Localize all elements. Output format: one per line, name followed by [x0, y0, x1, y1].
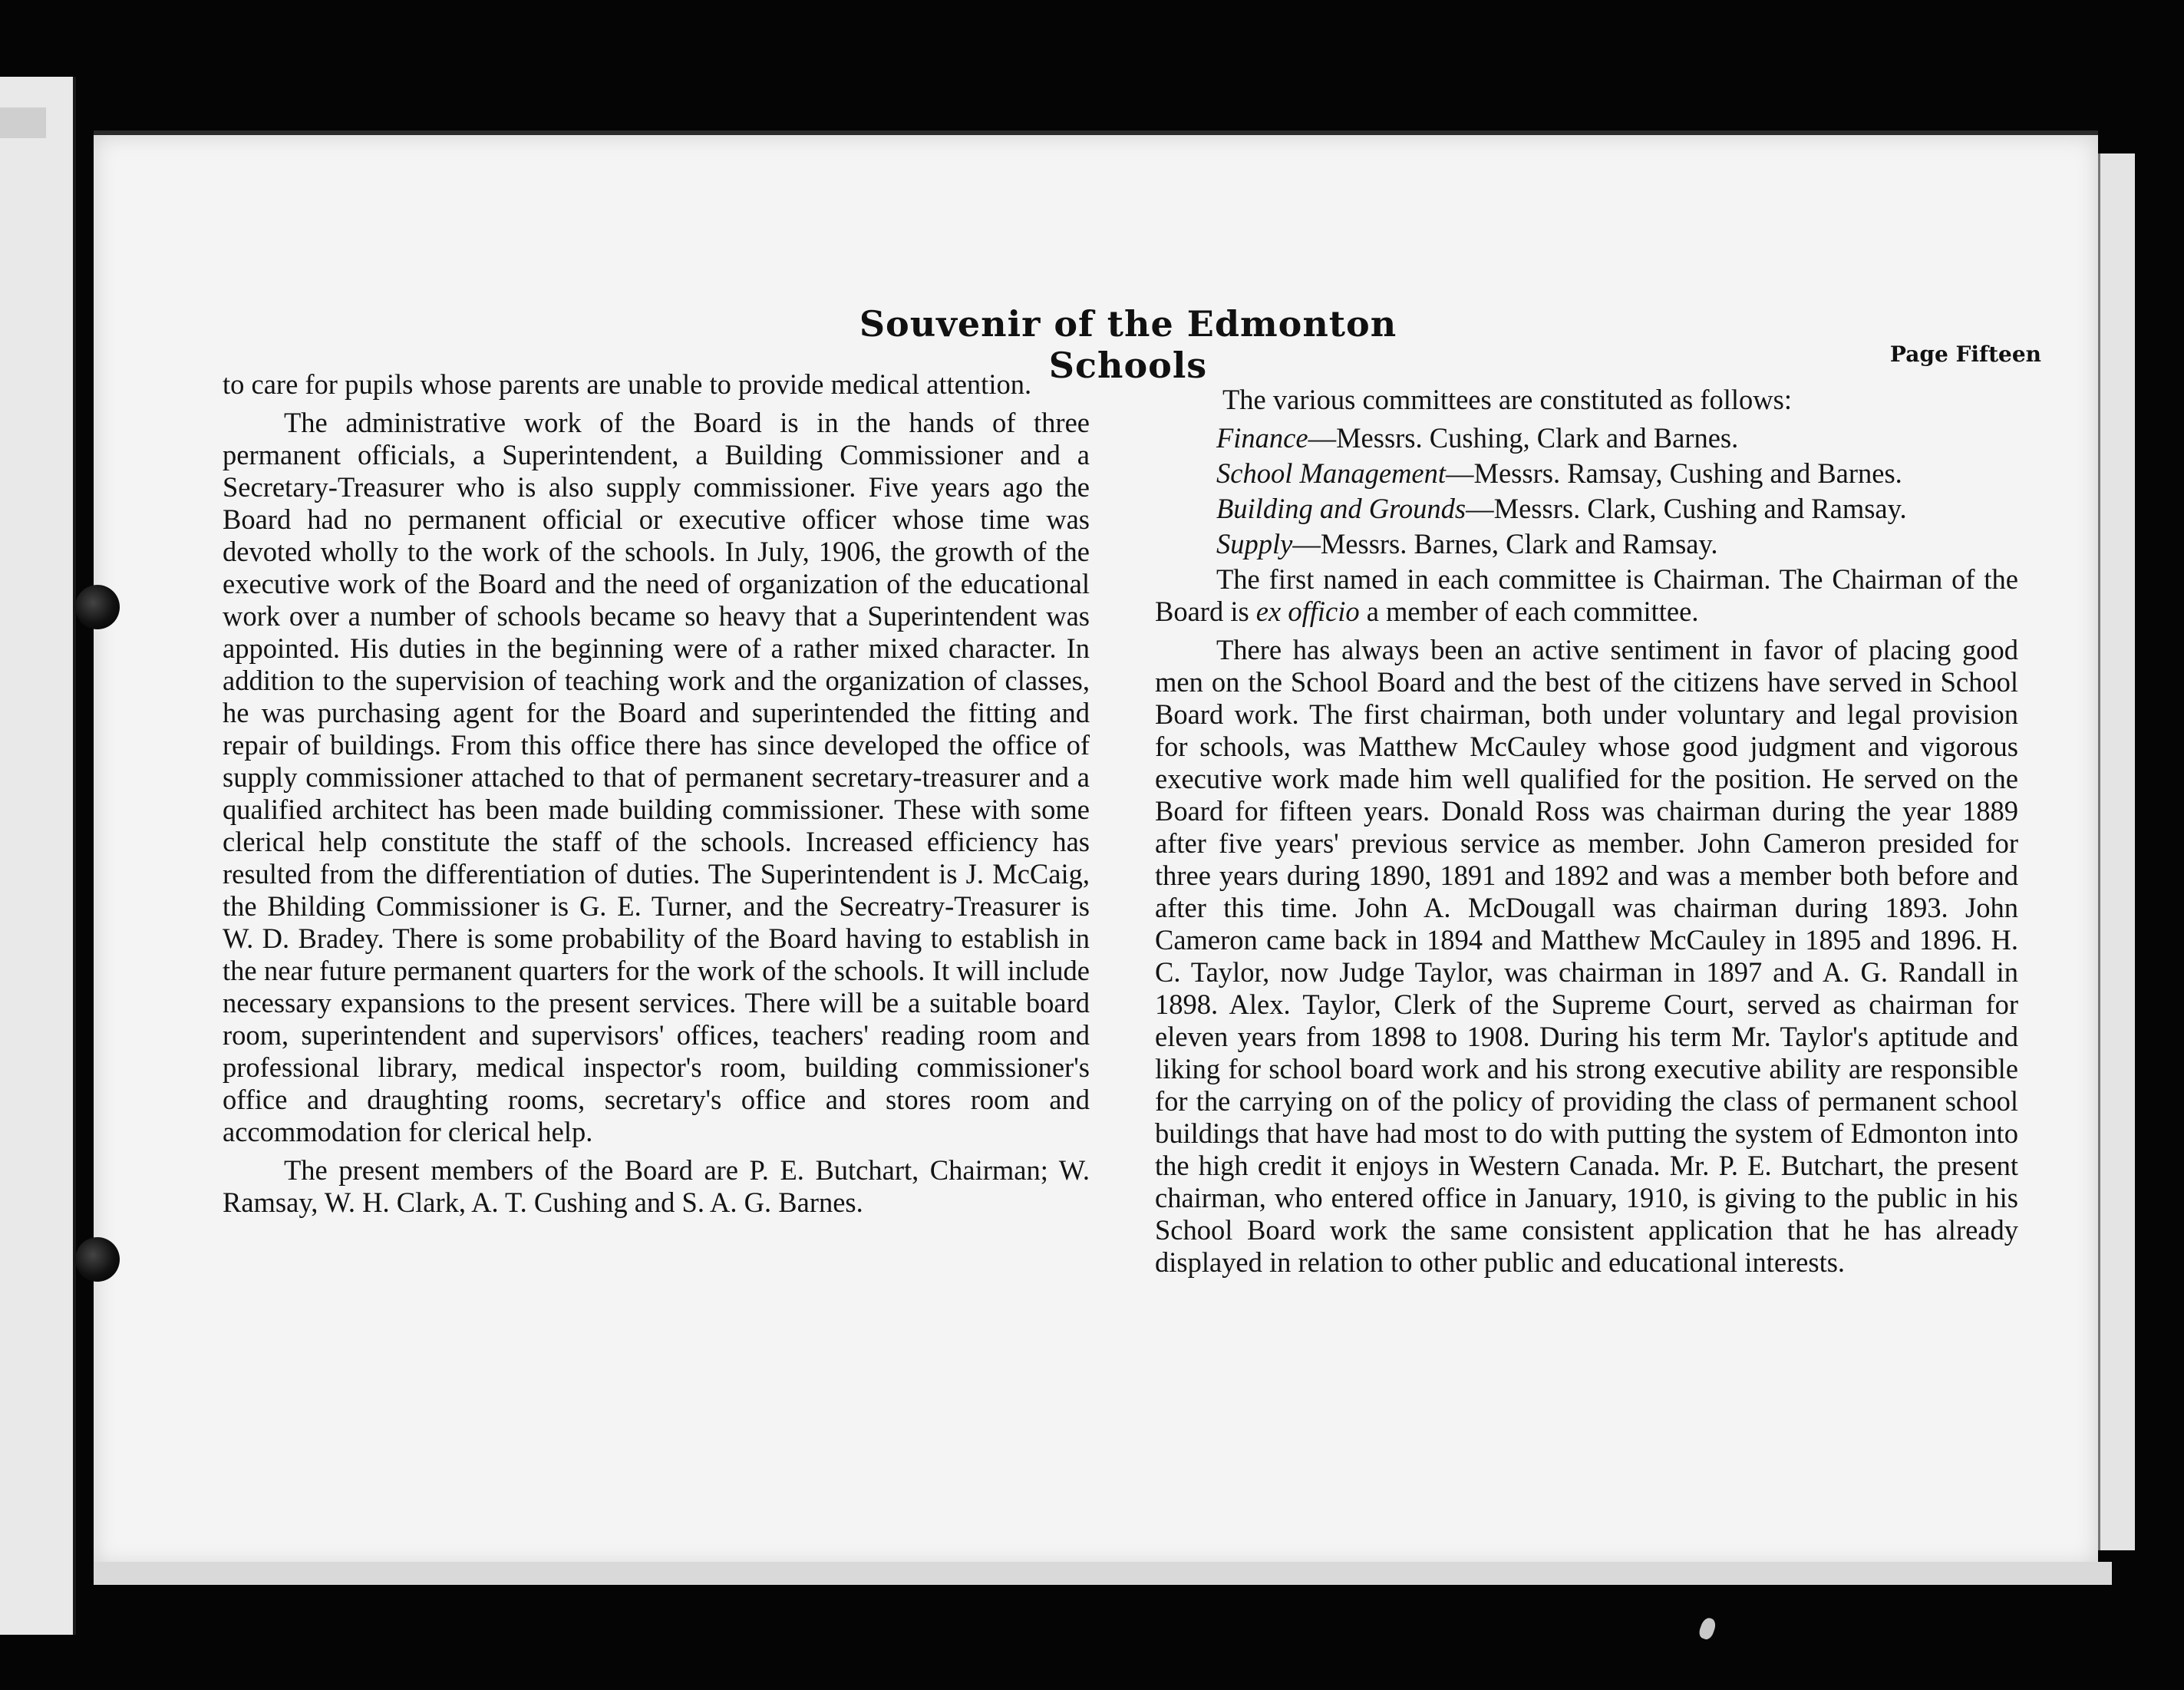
- right-column: [1155, 384, 2018, 1285]
- paper-blemish: [1697, 1616, 1717, 1641]
- paragraph: to care for pupils whose parents are unable to provide medical attention.: [223, 368, 1032, 400]
- page-bottom-edge: [94, 1562, 2112, 1585]
- board-history-paragraph: There has always been an active sentiment in favor of placing good men on the School Board and the best of the citizens have served in School Board work. The first chairman, both under voluntary and legal provision for schools, was Matthew McCauley whose good judgment and vigorous executive work made him well qualified for the position. He served on the Board for fifteen years. Donald Ross was chairman during the year 1889 after five years' previous service as member. John Cameron presided for three years during 1890, 1891 and 1892 and was a member both before and after this time. John A. McDougall was chairman during 1893. John Cameron came back in 1894 and Matthew McCauley in 1895 and 1896. H. C. Taylor, now Judge Taylor, was chairman in 1897 and A. G. Randall in 1898. Alex. Taylor, Clerk of the Supreme Court, served as chairman for eleven years from 1898 to 1908. During his term Mr. Taylor's aptitude and liking for school board work and his strong executive ability are responsible for the carrying on of the policy of providing the class of permanent school buildings that have had most to do with putting the system of Edmonton into the high credit it enjoys in Western Canada. Mr. P. E. Butchart, the present chairman, who entered office in January, 1910, is giving to the public in his School Board work the same consistent application that he has already displayed in relation to other public and educational interests.: [1155, 634, 2018, 1278]
- chairman-note-text: The first named in each committee is Chairman. The Chairman of the Board is: [1155, 563, 2018, 627]
- left-column: [223, 368, 1090, 1225]
- committee-name: Finance: [1216, 422, 1308, 454]
- committee-entry: [1155, 422, 2018, 454]
- committee-entry: [1155, 493, 2018, 525]
- binding-hole: [75, 1237, 120, 1282]
- page-stack-edge: [2098, 153, 2135, 1550]
- committee-name: Building and Grounds: [1216, 493, 1466, 524]
- committee-name: School Management: [1216, 457, 1447, 489]
- chairman-note: [1155, 563, 2018, 628]
- binding-hole: [75, 585, 120, 629]
- facing-page-edge: [0, 77, 76, 1635]
- committee-members: —Messrs. Ramsay, Cushing and Barnes.: [1446, 457, 1902, 489]
- committee-entry: [1155, 457, 2018, 490]
- chairman-note-text: a member of each committee.: [1359, 596, 1699, 627]
- ex-officio-term: ex officio: [1255, 596, 1360, 627]
- paragraph: The present members of the Board are P. E. Butchart, Chairman; W. Ramsay, W. H. Clark, A. T. Cushing and S. A. G. Barnes.: [223, 1154, 1090, 1218]
- paragraph: The administrative work of the Board is in the hands of three permanent officials, a Superintendent, a Building Commissioner and a Secretary-Treasurer who is also supply commissioner. Five years ago the Board had no permanent official or executive officer whose time was devoted wholly to the work of the schools. In July, 1906, the growth of the executive work of the Board and the need of organization of the educational work over a number of schools became so heavy that a Superintendent was appointed. His duties in the beginning were of a rather mixed character. In addition to the supervision of teaching work and the organization of classes, he was purchasing agent for the Board and superintended the fitting and repair of buildings. From this office there has since developed the office of supply commissioner attached to that of permanent secretary-treasurer and a qualified architect has been made building commissioner. These with some clerical help constitute the staff of the schools. Increased efficiency has resulted from the differentiation of duties. The Superintendent is J. McCaig, the Bhilding Commissioner is G. E. Turner, and the Secreatry-Treasurer is W. D. Bradey. There is some probability of the Board having to establish in the near future permanent quarters for the work of the schools. It will include necessary expansions to the present services. There will be a suitable board room, superintendent and supervisors' offices, teachers' reading room and professional library, medical inspector's room, building commissioner's office and draughting rooms, secretary's office and stores room and accommodation for clerical help.: [223, 407, 1090, 1147]
- committees-intro: The various committees are constituted as follows:: [1222, 384, 1792, 415]
- committee-entry: [1155, 528, 2018, 560]
- running-title: Souvenir of the Edmonton Schools: [859, 303, 1397, 386]
- facing-page-corner: [0, 107, 46, 138]
- committee-members: —Messrs. Barnes, Clark and Ramsay.: [1292, 528, 1718, 559]
- committee-members: —Messrs. Clark, Cushing and Ramsay.: [1466, 493, 1907, 524]
- page-number: Page Fifteen: [1889, 342, 2041, 367]
- committee-name: Supply: [1216, 528, 1293, 559]
- committee-members: —Messrs. Cushing, Clark and Barnes.: [1308, 422, 1739, 454]
